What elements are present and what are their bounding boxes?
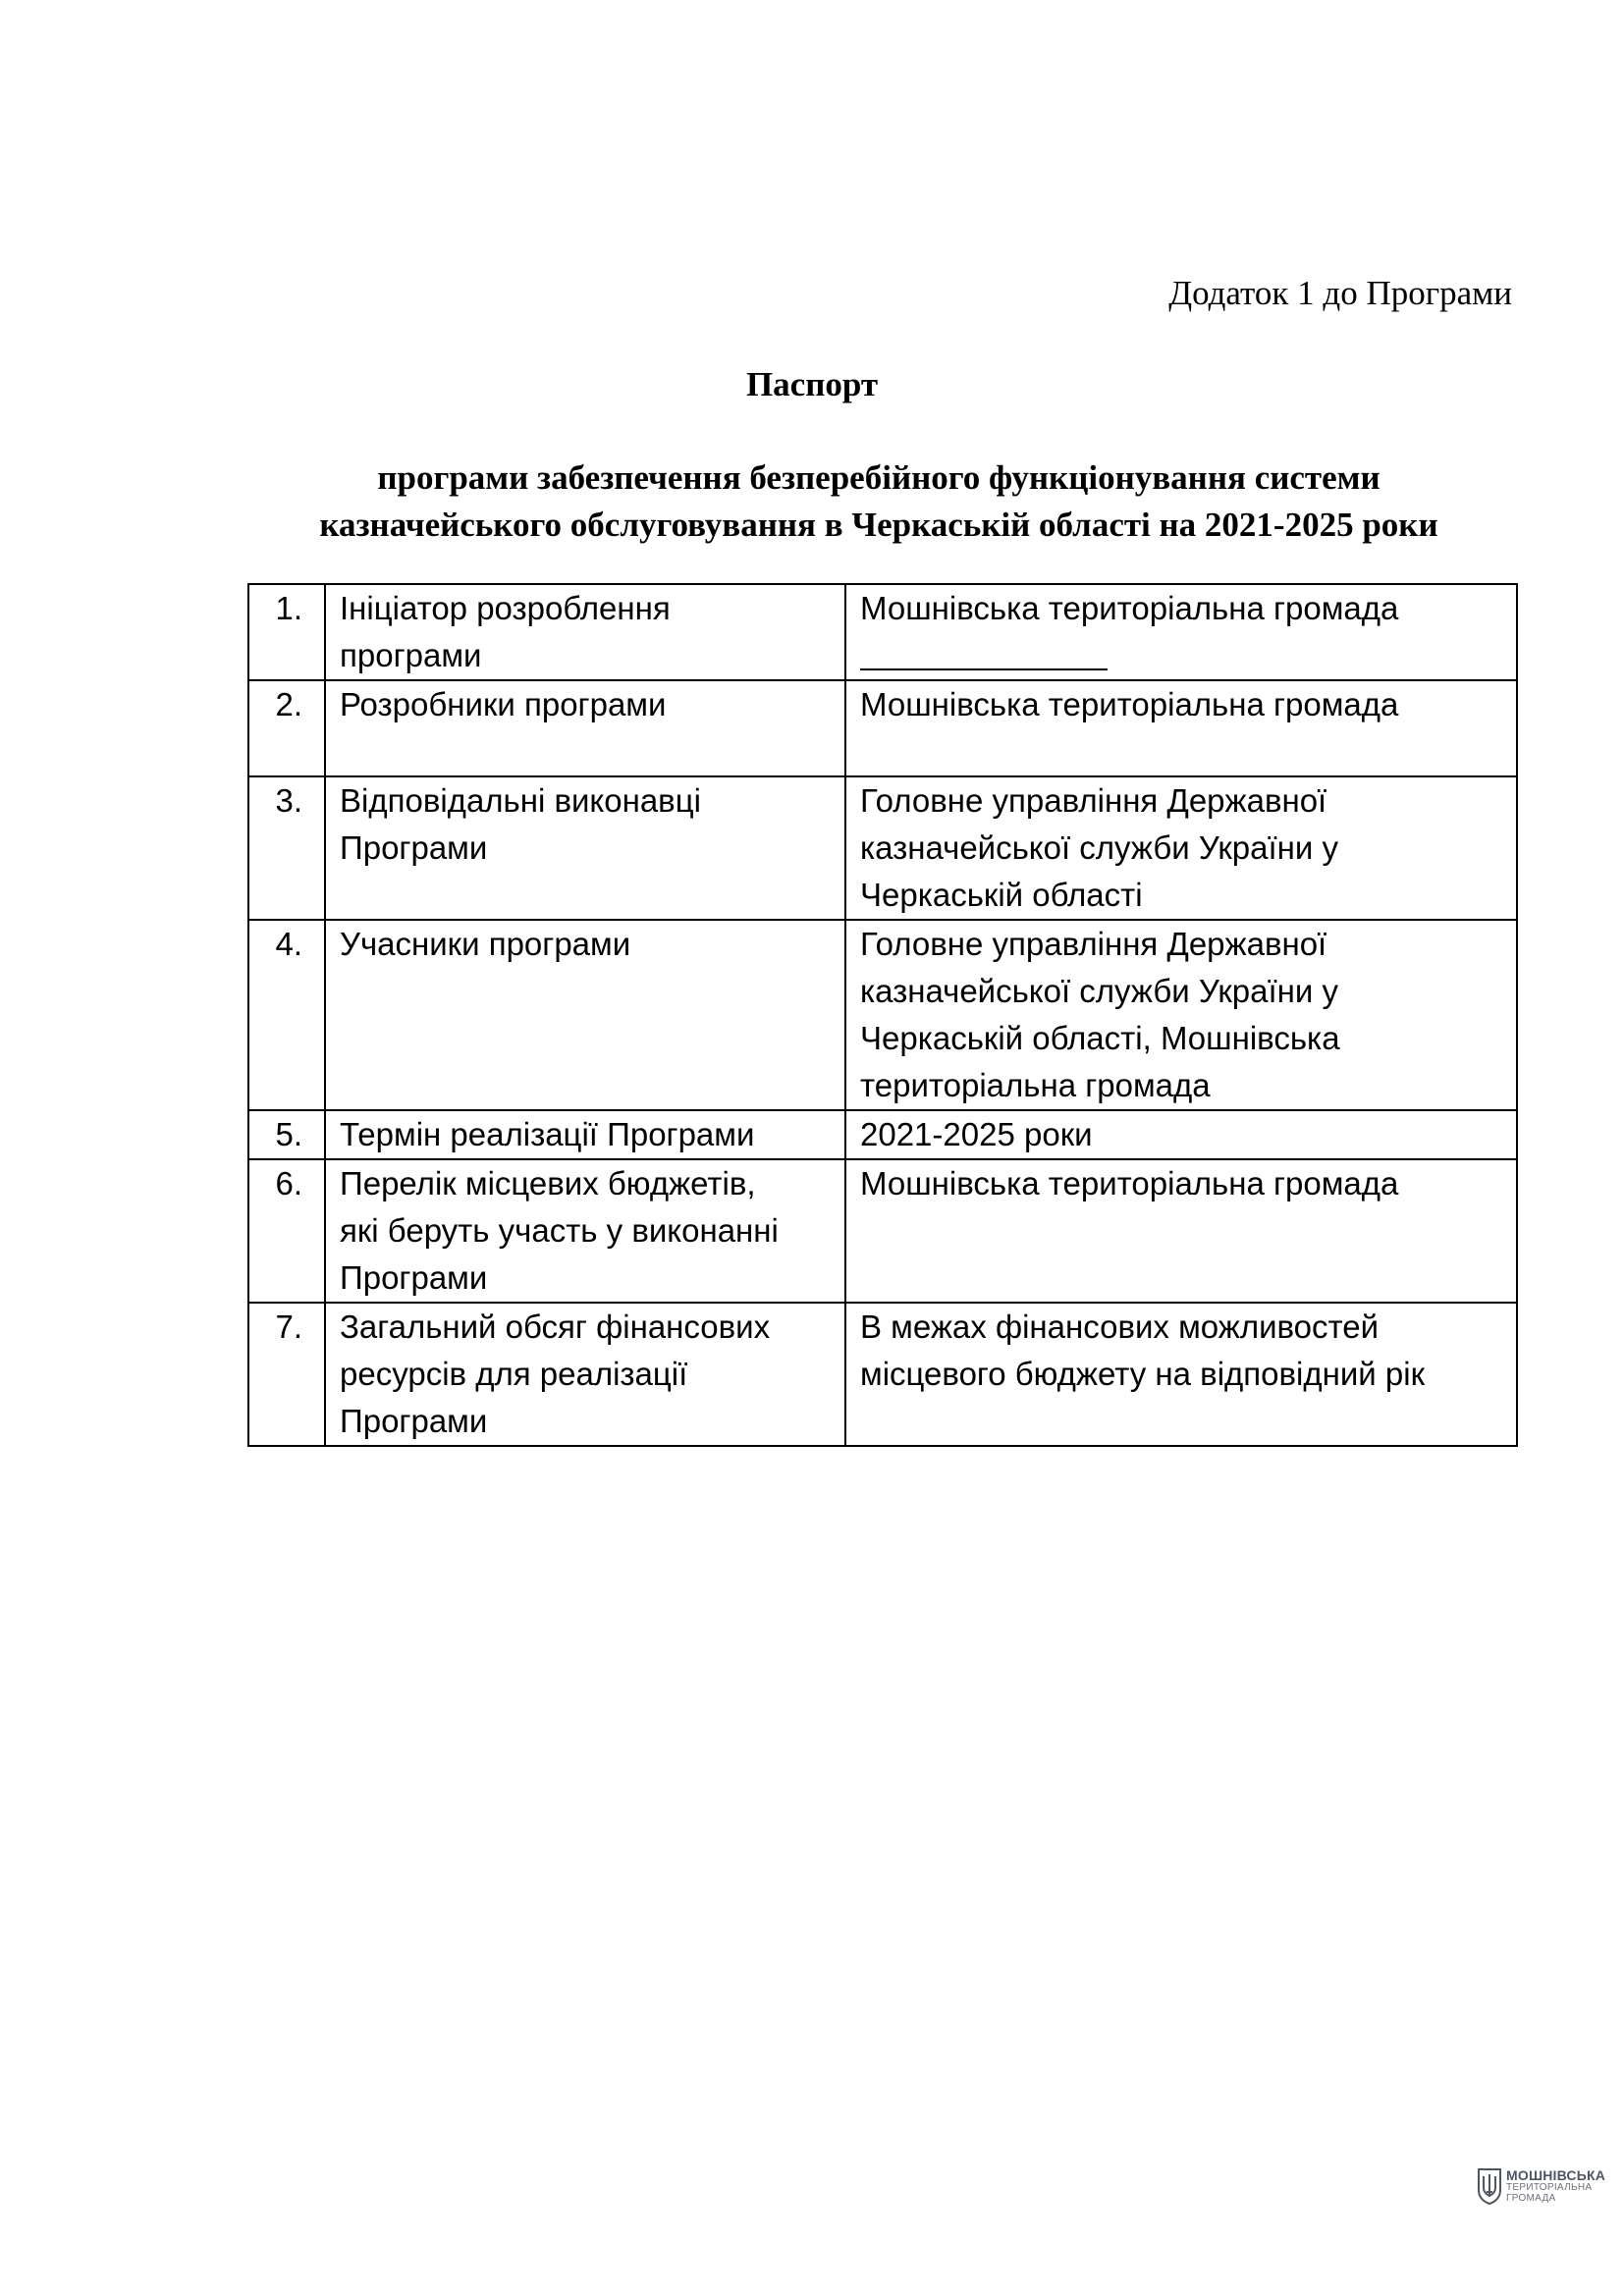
logo-line: МОШНІВСЬКА (1506, 2167, 1606, 2183)
document-subtitle (216, 454, 1542, 549)
row-number: 7. (248, 1303, 325, 1446)
subtitle-line: казначейського обслуговування в Черкаській області на 2021-2025 роки (319, 506, 1438, 544)
logo-line: ТЕРИТОРІАЛЬНА (1506, 2182, 1593, 2193)
row-number: 6. (248, 1159, 325, 1303)
value-line: казначейської служби України у (860, 973, 1338, 1009)
table-row (248, 584, 1517, 680)
criterion-line: Програми (340, 829, 488, 866)
document-title: Паспорт (745, 365, 879, 403)
row-criterion (325, 680, 845, 776)
value-line: територіальна громада (860, 1067, 1211, 1103)
row-value (845, 1159, 1517, 1303)
row-value (845, 920, 1517, 1110)
criterion-line: Програми (340, 1259, 488, 1296)
table-row (248, 776, 1517, 920)
blank-underline (860, 632, 1108, 679)
criterion-line: Термін реалізації Програми (340, 1116, 755, 1152)
row-criterion (325, 1110, 845, 1159)
criterion-line: Перелік місцевих бюджетів, (340, 1165, 756, 1201)
value-line: В межах фінансових можливостей (860, 1308, 1380, 1345)
row-criterion (325, 584, 845, 680)
community-logo (1477, 2164, 1614, 2208)
row-number: 5. (248, 1110, 325, 1159)
value-line: Головне управління Державної (860, 782, 1327, 819)
value-line: Мошнівська територіальна громада (860, 590, 1399, 626)
row-number: 3. (248, 776, 325, 920)
value-line: Головне управління Державної (860, 926, 1327, 962)
row-number: 4. (248, 920, 325, 1110)
value-line: казначейської служби України у (860, 829, 1338, 866)
criterion-line: Загальний обсяг фінансових (340, 1308, 771, 1345)
value-line: Мошнівська територіальна громада (860, 686, 1399, 722)
row-value (845, 680, 1517, 776)
criterion-line: Програми (340, 1403, 488, 1439)
passport-table (247, 583, 1518, 1447)
criterion-line: які беруть участь у виконанні (340, 1212, 779, 1249)
trident-coat-of-arms-icon (1477, 2166, 1502, 2206)
row-value (845, 1303, 1517, 1446)
value-line: 2021-2025 роки (860, 1116, 1093, 1152)
table-row (248, 1110, 1517, 1159)
row-value (845, 1110, 1517, 1159)
logo-text (1506, 2168, 1605, 2204)
row-criterion (325, 1303, 845, 1446)
row-criterion (325, 776, 845, 920)
row-value (845, 584, 1517, 680)
row-number: 1. (248, 584, 325, 680)
value-line: Мошнівська територіальна громада (860, 1165, 1399, 1201)
appendix-label: Додаток 1 до Програми (1168, 274, 1512, 312)
criterion-line: Ініціатор розроблення (340, 590, 671, 626)
value-line: Черкаській області (860, 877, 1143, 913)
subtitle-line: програми забезпечення безперебійного функціонування системи (377, 458, 1380, 497)
criterion-line: програми (340, 637, 482, 673)
row-number: 2. (248, 680, 325, 776)
table-row (248, 680, 1517, 776)
logo-line: ГРОМАДА (1506, 2193, 1556, 2204)
row-criterion (325, 920, 845, 1110)
criterion-line: ресурсів для реалізації (340, 1356, 688, 1392)
table-row (248, 1303, 1517, 1446)
table-row (248, 1159, 1517, 1303)
criterion-line: Відповідальні виконавці (340, 782, 701, 819)
table-row (248, 920, 1517, 1110)
value-line: місцевого бюджету на відповідний рік (860, 1356, 1426, 1392)
criterion-line: Розробники програми (340, 686, 667, 722)
row-criterion (325, 1159, 845, 1303)
row-value (845, 776, 1517, 920)
value-line: Черкаській області, Мошнівська (860, 1020, 1340, 1056)
criterion-line: Учасники програми (340, 926, 631, 962)
